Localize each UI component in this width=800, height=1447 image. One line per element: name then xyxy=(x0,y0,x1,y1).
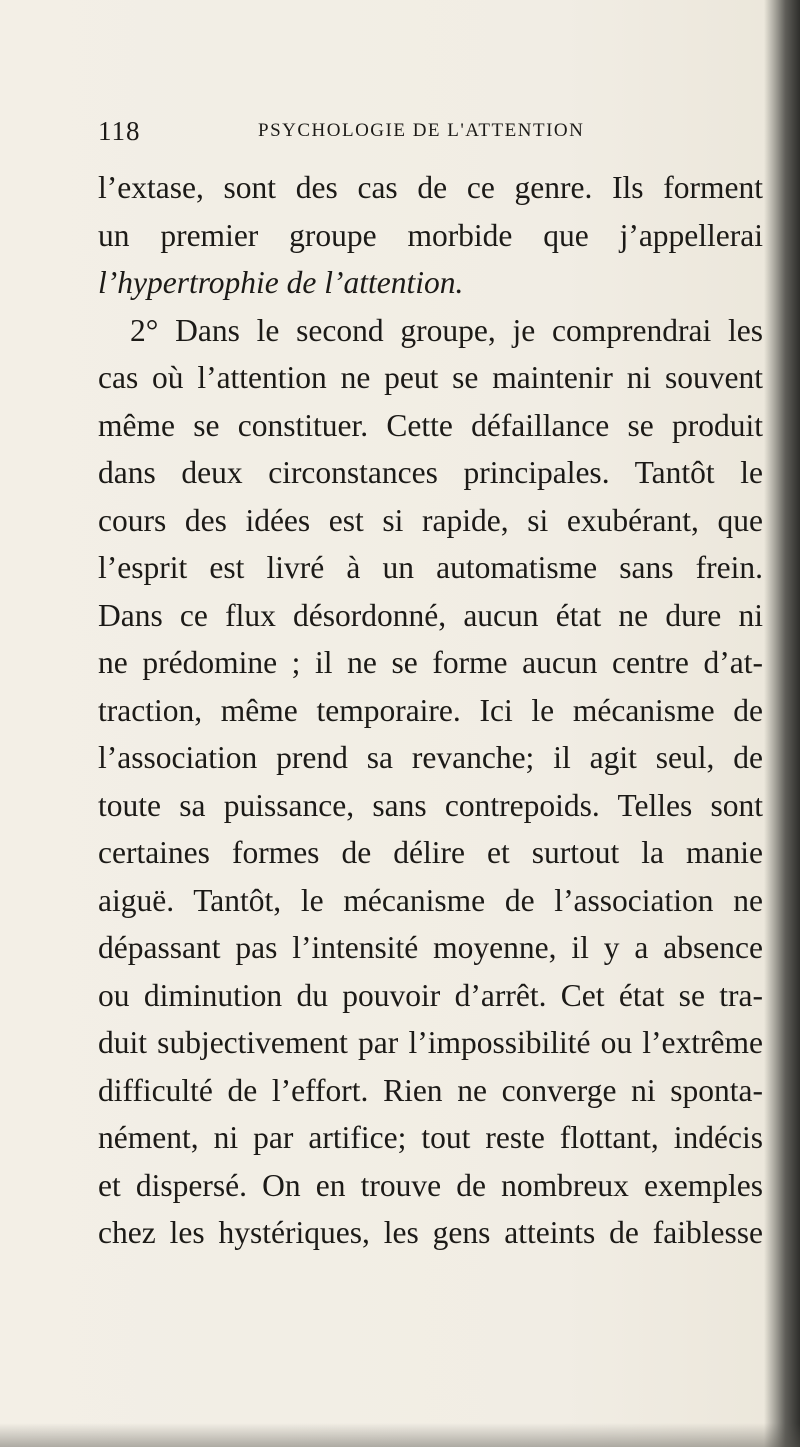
text-line: même se constituer. Cette défaillance se produit xyxy=(98,407,763,443)
page-number: 118 xyxy=(98,116,141,146)
text-line: aiguë. Tantôt, le mécanisme de l’association ne xyxy=(98,882,763,918)
running-head: PSYCHOLOGIE DE L'ATTENTION xyxy=(258,120,585,141)
text-line: nément, ni par artifice; tout reste flottant, indécis xyxy=(98,1120,763,1155)
text-line: Dans ce flux désordonné, aucun état ne dure ni xyxy=(98,597,763,633)
text-line: certaines formes de délire et surtout la manie xyxy=(98,835,763,870)
text-line: ou diminution du pouvoir d’arrêt. Cet état se tra- xyxy=(98,977,763,1013)
text-line: et dispersé. On en trouve de nombreux exemples xyxy=(98,1167,763,1203)
text-line: l’extase, sont des cas de ce genre. Ils forment xyxy=(98,170,763,205)
text-line: l’esprit est livré à un automatisme sans frein. xyxy=(98,550,763,585)
text-line: 2° Dans le second groupe, je comprendrai les xyxy=(130,312,763,348)
text-line: l’association prend sa revanche; il agit seul, de xyxy=(98,740,763,775)
text-line: un premier groupe morbide que j’appellerai xyxy=(98,217,763,253)
text-line: duit subjectivement par l’impossibilité ou l’extrême xyxy=(98,1025,763,1060)
text-line: traction, même temporaire. Ici le mécanisme de xyxy=(98,692,763,728)
text-line: ne prédomine ; il ne se forme aucun centre d’at- xyxy=(98,645,763,680)
body-text xyxy=(98,164,763,1257)
text-line: dépassant pas l’intensité moyenne, il y a absence xyxy=(98,930,763,965)
text-line: l’hypertrophie de l’attention. xyxy=(98,265,464,300)
text-line: difficulté de l’effort. Rien ne converge ni sponta- xyxy=(98,1072,763,1108)
text-line: cours des idées est si rapide, si exubérant, que xyxy=(98,502,763,538)
page-header xyxy=(98,116,738,146)
text-line: toute sa puissance, sans contrepoids. Telles sont xyxy=(98,787,763,823)
page-bottom-shadow xyxy=(0,1423,800,1447)
page-edge-shadow xyxy=(764,0,800,1447)
text-line: dans deux circonstances principales. Tantôt le xyxy=(98,455,763,490)
text-line: chez les hystériques, les gens atteints de faiblesse xyxy=(98,1215,763,1250)
text-line: cas où l’attention ne peut se maintenir ni souvent xyxy=(98,360,763,395)
